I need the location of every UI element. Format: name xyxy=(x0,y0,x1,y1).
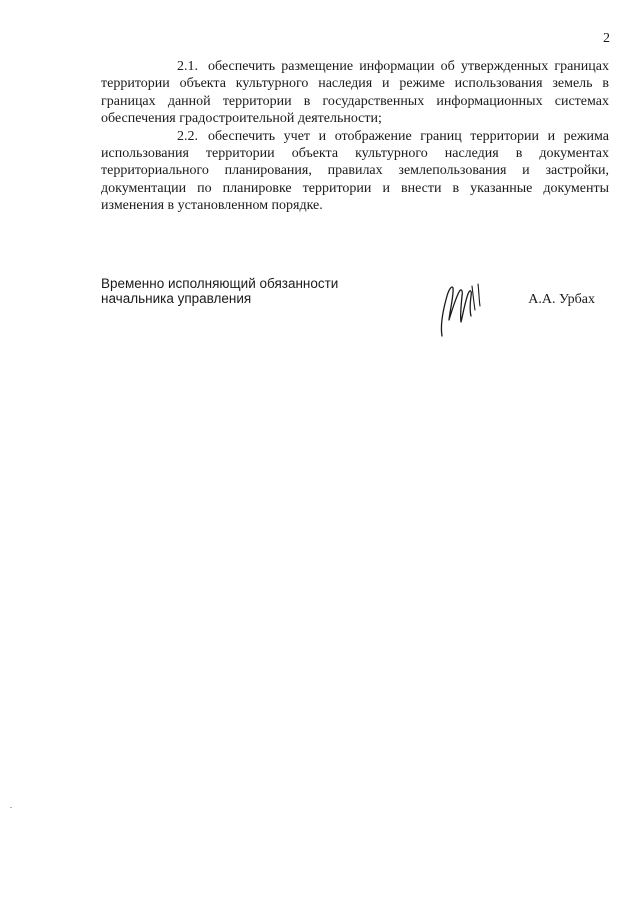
signatory-title-line-1: Временно исполняющий обязанности xyxy=(101,276,339,291)
paragraph-2-2 xyxy=(101,128,609,215)
paragraph-text: обеспечить учет и отображение границ территории и режима использования территории объекта культурного наследия в документах территориального планирования, правилах землепользования и застройки, документации по планировке территории и внести в указанные документы изменения в установленном порядке. xyxy=(101,128,609,214)
signature-block xyxy=(101,276,609,336)
paragraph-number: 2.1. xyxy=(177,59,198,74)
document-body xyxy=(101,58,609,215)
scan-artifact xyxy=(10,807,12,808)
signatory-name: А.А. Урбах xyxy=(528,292,595,307)
paragraph-text: обеспечить размещение информации об утвержденных границах территории объекта культурного наследия и режиме использования земель в границах данной территории в государственных информационных системах обеспечения градостроительной деятельности; xyxy=(101,59,609,127)
page-number: 2 xyxy=(603,31,610,46)
paragraph-2-1 xyxy=(101,58,609,128)
paragraph-number: 2.2. xyxy=(177,128,198,144)
signatory-title xyxy=(101,276,338,306)
signatory-title-line-2: начальника управления xyxy=(101,291,252,306)
handwritten-signature xyxy=(434,280,484,338)
